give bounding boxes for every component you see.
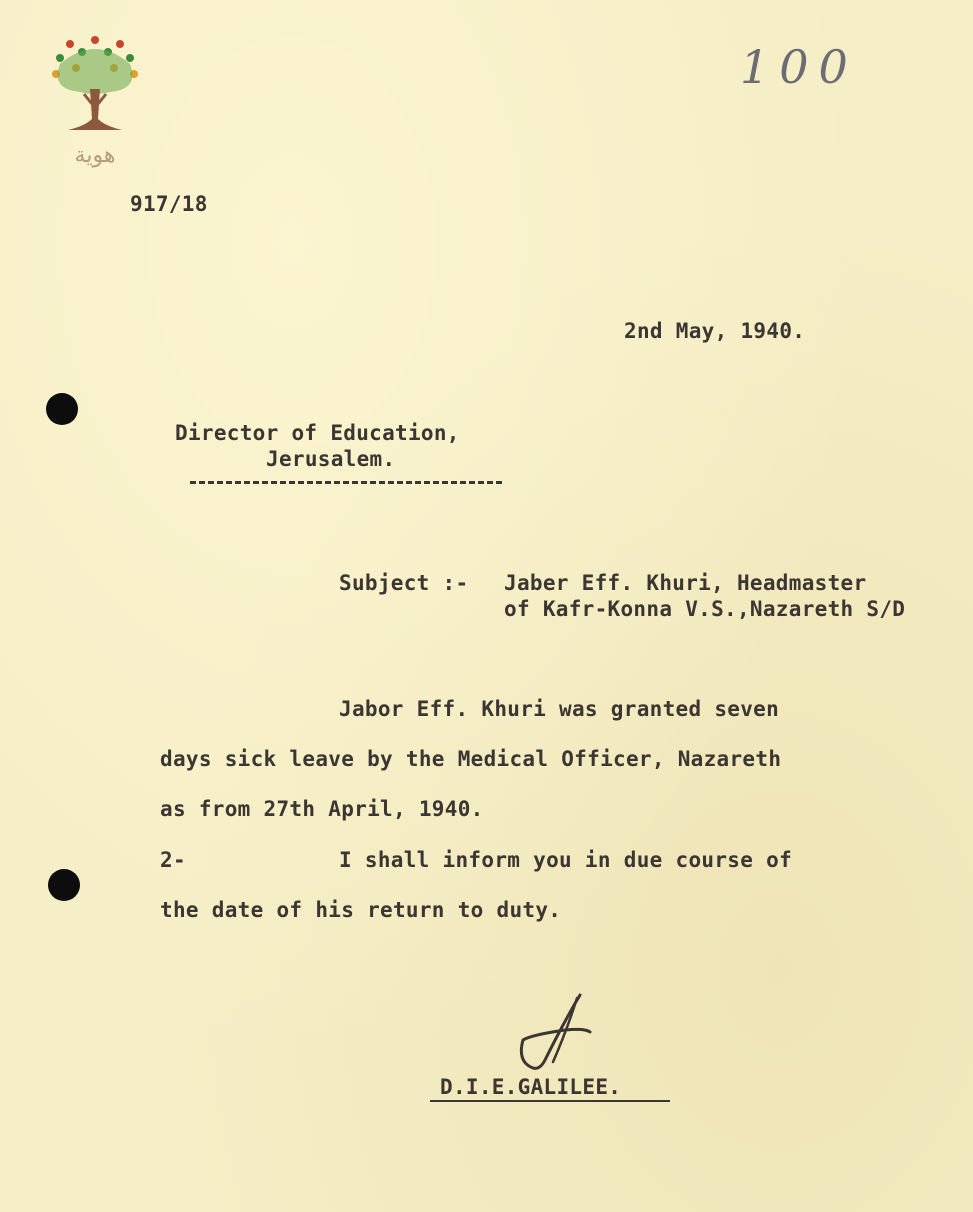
paragraph-2-line-1: I shall inform you in due course of bbox=[339, 848, 793, 872]
archive-logo-icon bbox=[40, 34, 150, 194]
punch-hole-bottom bbox=[48, 869, 80, 901]
subject-line-2: of Kafr-Konna V.S.,Nazareth S/D bbox=[504, 597, 906, 621]
handwritten-page-number: 100 bbox=[740, 40, 858, 94]
paragraph-2-line-2: the date of his return to duty. bbox=[160, 898, 562, 922]
paragraph-2-number: 2- bbox=[160, 848, 186, 872]
svg-text:هوية: هوية bbox=[74, 143, 116, 168]
signatory-name: D.I.E.GALILEE. bbox=[440, 1075, 622, 1099]
body-line-1: Jabor Eff. Khuri was granted seven bbox=[339, 697, 780, 721]
body-line-3: as from 27th April, 1940. bbox=[160, 797, 484, 821]
addressee-line-2: Jerusalem. bbox=[266, 447, 396, 471]
body-line-2: days sick leave by the Medical Officer, Nazareth bbox=[160, 747, 782, 771]
letter-date: 2nd May, 1940. bbox=[624, 319, 806, 343]
addressee-line-1: Director of Education, bbox=[175, 421, 460, 445]
signatory-underline bbox=[430, 1100, 670, 1102]
subject-line-1: Jaber Eff. Khuri, Headmaster bbox=[504, 571, 867, 595]
addressee-underline bbox=[190, 481, 502, 484]
signature-icon bbox=[505, 990, 600, 1080]
file-number: 917/18 bbox=[130, 192, 208, 216]
punch-hole-top bbox=[46, 393, 78, 425]
subject-label: Subject :- bbox=[339, 571, 469, 595]
